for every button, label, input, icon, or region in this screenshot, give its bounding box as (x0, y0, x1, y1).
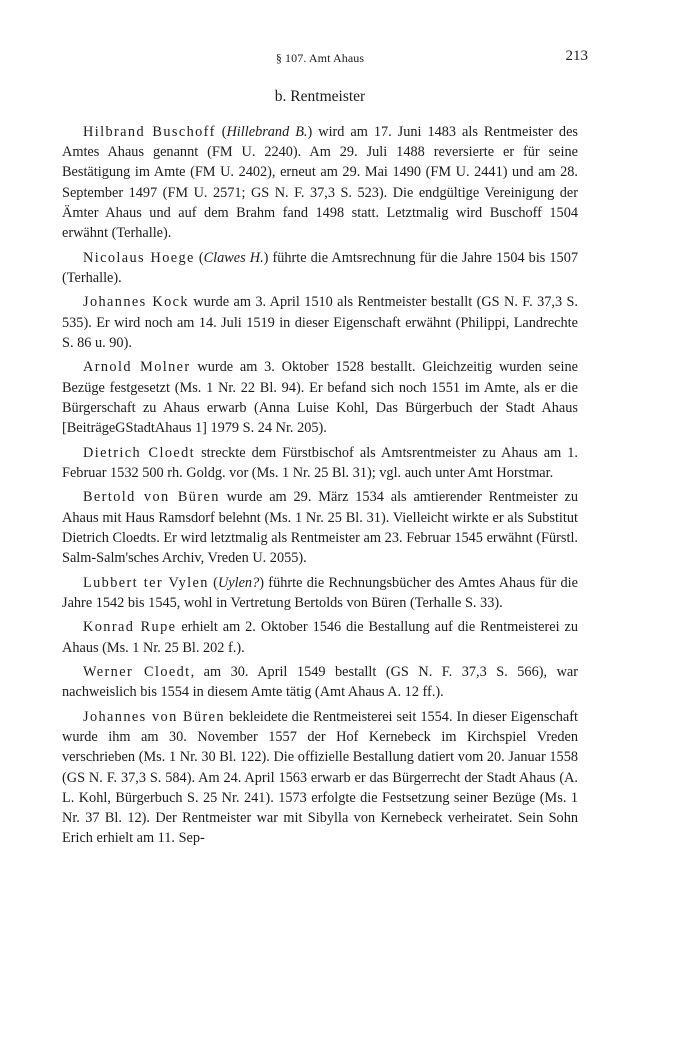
entry-werner-cloedt (62, 662, 578, 702)
person-name: Werner Cloedt (83, 664, 191, 681)
entry-hilbrand-buschoff (62, 122, 578, 243)
person-name: Johannes von Büren (83, 709, 225, 725)
entry-text: ) führte die Amtsrechnung für die Jahre 1504 bis 1507 (Terhalle). (62, 249, 579, 286)
person-name: Johannes Kock (83, 294, 189, 311)
page-number: 213 (565, 48, 588, 64)
entry-text: , am 30. April 1549 bestallt (GS N. F. 37,3 S. 566), war nachweislich bis 1554 in diesem Amte tätig (Amt Ahaus A. 12 ff.). (62, 664, 579, 701)
entry-johannes-von-bueren (62, 707, 578, 848)
name-variant: Uylen? (217, 574, 260, 591)
person-name: Konrad Rupe (83, 619, 177, 636)
entry-lubbert-ter-vylen (62, 573, 578, 613)
entry-text: wurde am 3. Oktober 1528 bestallt. Gleichzeitig wurden seine Bezüge festgesetzt (Ms. 1 Nr. 22 Bl. 94). Er befand sich noch 1551 im Amte, als er die Bürgerschaft zu Ahaus erwarb (Anna Luise Kohl, Das Bürgerbuch der Stadt Ahaus [BeiträgeGStadtAhaus 1] 1979 S. 24 Nr. 205). (62, 359, 578, 437)
entry-konrad-rupe (62, 617, 578, 657)
body-text (62, 122, 578, 853)
person-name: Nicolaus Hoege (83, 249, 195, 266)
entry-text: wurde am 3. April 1510 als Rentmeister bestallt (GS N. F. 37,3 S. 535). Er wird noch am 14. Juli 1519 in dieser Eigenschaft erwähnt (Philippi, Landrechte S. 86 u. 90). (62, 294, 578, 351)
entry-text: ) wird am 17. Juni 1483 als Rentmeister des Amtes Ahaus genannt (FM U. 2240). Am 29. Juli 1488 reversierte er für seine Bestätigung im Amte (FM U. 2402), erneut am 29. Mai 1490 (FM U. 2441) und am 28. September 1497 (FM U. 2571; GS N. F. 37,3 S. 523). Die endgültige Vereinigung der Ämter Ahaus und auf dem Brahm fand 1498 statt. Letztmalig wird Buschoff 1504 erwähnt (Terhalle). (62, 124, 578, 242)
name-variant: Hillebrand B. (226, 124, 308, 140)
entry-text: wurde am 29. März 1534 als amtierender Rentmeister zu Ahaus mit Haus Ramsdorf belehnt (Ms. 1 Nr. 25 Bl. 31). Vielleicht wirkte er als Substitut Dietrich Cloedts. Er wird letztmalig als Rentmeister am 23. Februar 1545 erwähnt (Fürstl. Salm-Salm'sches Archiv, Vreden U. 2055). (62, 489, 579, 567)
name-variant: Clawes H. (203, 249, 264, 266)
entry-text: ) führte die Rechnungsbücher des Amtes Ahaus für die Jahre 1542 bis 1545, wohl in Vertretung Bertolds von Büren (Terhalle S. 33). (62, 574, 578, 611)
entry-text: streckte dem Fürstbischof als Amtsrentmeister zu Ahaus am 1. Februar 1532 500 rh. Goldg. vor (Ms. 1 Nr. 25 Bl. 31); vgl. auch unter Amt Horstmar. (62, 444, 578, 481)
person-name: Arnold Molner (83, 359, 191, 376)
entry-nicolaus-hoege (62, 248, 578, 288)
entry-johannes-kock (62, 292, 578, 353)
person-name: Hilbrand Buschoff (83, 124, 216, 140)
person-name: Lubbert ter Vylen (83, 574, 209, 591)
entry-text: erhielt am 2. Oktober 1546 die Bestallung auf die Rentmeisterei zu Ahaus (Ms. 1 Nr. 25 Bl. 202 f.). (62, 619, 579, 656)
running-head-section: § 107. Amt Ahaus (275, 51, 365, 65)
person-name: Bertold von Büren (83, 489, 220, 506)
person-name: Dietrich Cloedt (83, 444, 196, 461)
running-head (0, 48, 700, 68)
entry-text-pre: ( (194, 249, 204, 266)
section-subheading: b. Rentmeister (274, 88, 366, 105)
entry-dietrich-cloedt (62, 443, 578, 483)
entry-arnold-molner (62, 357, 578, 438)
entry-text: bekleidete die Rentmeisterei seit 1554. In dieser Eigenschaft wurde ihm am 30. November 1557 der Hof Kernebeck im Kirchspiel Vreden verschrieben (Ms. 1 Nr. 30 Bl. 122). Die offizielle Bestallung datiert vom 20. Januar 1558 (GS N. F. 37,3 S. 584). Am 24. April 1563 erwarb er das Bürgerrecht der Stadt Ahaus (A. L. Kohl, Bürgerbuch S. 25 Nr. 241). 1573 erfolgte die Festsetzung seiner Bezüge (Ms. 1 Nr. 37 Bl. 12). Der Rentmeister war mit Sibylla von Kernebeck verheiratet. Sein Sohn Erich erhielt am 11. Sep- (62, 709, 578, 847)
entry-text-pre: ( (208, 574, 218, 591)
entry-text-pre: ( (215, 124, 227, 140)
entry-bertold-von-bueren (62, 487, 578, 568)
